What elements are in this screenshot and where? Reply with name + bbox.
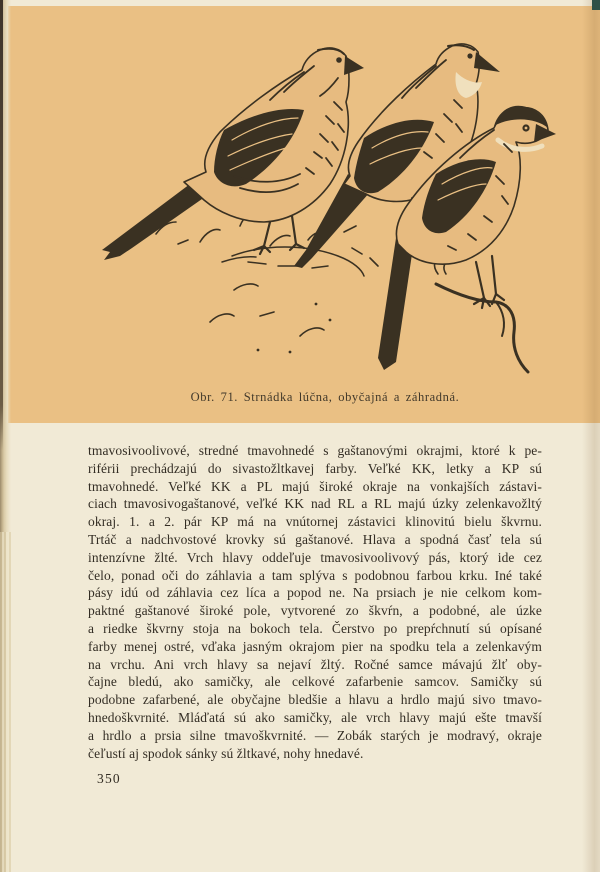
stacked-page-edges [0, 532, 15, 872]
text-line: a riedke škvrny stoja na bokoch tela. Čerstvo po prepŕchnutí sú opísané [88, 620, 542, 636]
page-number: 350 [97, 771, 121, 786]
text-line: čajne bledú, ako samičky, ale celkové zafarbenie samcov. Samičky sú [88, 674, 542, 690]
ground-mound [222, 247, 364, 276]
text-line: riférii prechádzajú do sivastožltkavej farby. Veľké KK, letky a KP sú [88, 460, 542, 476]
text-line: hnedoškvrnité. Mláďatá sú ako samičky, ale vrch hlavy majú ešte tmavší [88, 709, 542, 725]
text-line: tmavohnedé. Veľké KK a PL majú široké okraje na vonkajších zástavi- [88, 478, 542, 494]
text-line: Trtáč a nadchvostové krovky sú gaštanové. Hlava a spodná časť tela sú [88, 531, 542, 547]
spine-shadow [0, 0, 3, 450]
text-line: tmavosivoolivové, stredné tmavohnedé s gaštanovými okrajmi, ktoré k pe- [88, 443, 542, 458]
text-line: čelo, ponad oči do záhlavia a tam splýva s podobnou farbou krku. Iné také [88, 567, 542, 583]
bird-right-tail [378, 238, 412, 370]
text-line: farby menej ostré, vďaka jasným okrajom pier na spodku tela a zelenkavým [88, 638, 542, 654]
text-line: čeľustí aj spodok sánky sú žltkavé, nohy hnedavé. [88, 745, 364, 761]
text-line: na vrchu. Ani vrch hlavy sa nejaví žltý. Ročné samce mávajú žlť oby- [88, 656, 542, 672]
perch-twig [436, 284, 528, 372]
text-line: ciach tmavosivogaštanové, veľké KK nad RL a RL majú úzky zelenkavožltý [88, 496, 542, 512]
bird-left-eye [336, 57, 342, 63]
bird-middle-eye [467, 53, 472, 58]
bird-illustration [8, 6, 600, 423]
bird-left-beak [344, 56, 364, 75]
text-line: a hrdlo a prsia silne tmavoškvrnité. — Zobák starých je modravý, okraje [88, 727, 542, 743]
text-line: pásy idú od záhlavia cez líca a popod ne. Na prsiach je nie celkom kom- [88, 585, 542, 601]
illustration-plate [8, 6, 600, 423]
body-text [88, 442, 542, 762]
text-line: okraj. 1. a 2. pár KP má na vnútornej zástavici klinovitú bielu škvrnu. [88, 514, 542, 530]
text-line: intenzívne žlté. Vrch hlavy oddeľuje tmavosivoolivový pás, ktorý ide cez [88, 549, 542, 565]
text-line: paktné gaštanové široké pole, vytvorené zo škvŕn, a podobné, ale úzke [88, 603, 542, 619]
figure-caption: Obr. 71. Strnádka lúčna, obyčajná a záhradná. [190, 390, 460, 404]
text-line: podobne zafarbené, ale obyčajne bledšie a hlavu a hrdlo majú sivo tmavo- [88, 692, 542, 708]
